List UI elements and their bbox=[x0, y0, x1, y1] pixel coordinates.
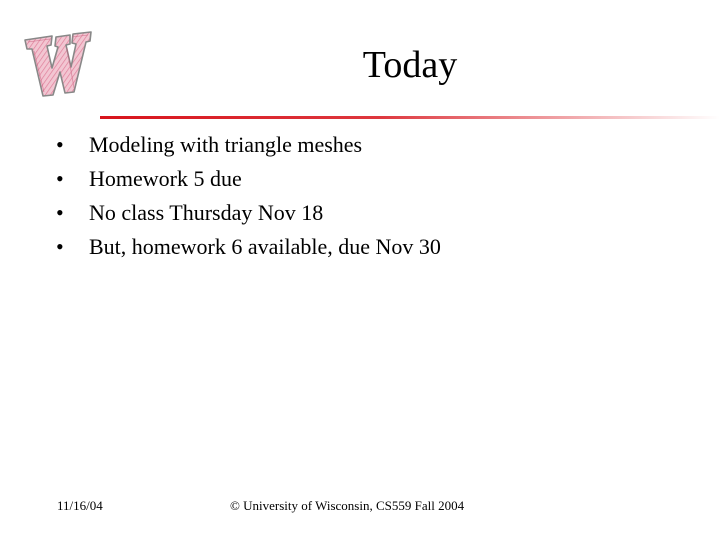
bullet-marker: • bbox=[56, 132, 64, 157]
bullet-marker: • bbox=[56, 200, 64, 225]
bullet-text: But, homework 6 available, due Nov 30 bbox=[89, 234, 441, 259]
slide-title: Today bbox=[362, 44, 458, 86]
footer-date: 11/16/04 bbox=[57, 498, 103, 513]
bullet-text: Homework 5 due bbox=[89, 166, 242, 191]
title-underline bbox=[100, 116, 720, 119]
wisconsin-w-logo-icon bbox=[22, 30, 94, 100]
footer-copyright: © University of Wisconsin, CS559 Fall 2004 bbox=[230, 498, 465, 513]
bullet-marker: • bbox=[56, 234, 64, 259]
bullet-text: Modeling with triangle meshes bbox=[89, 132, 363, 157]
bullet-text: No class Thursday Nov 18 bbox=[89, 200, 324, 225]
bullet-marker: • bbox=[56, 166, 64, 191]
